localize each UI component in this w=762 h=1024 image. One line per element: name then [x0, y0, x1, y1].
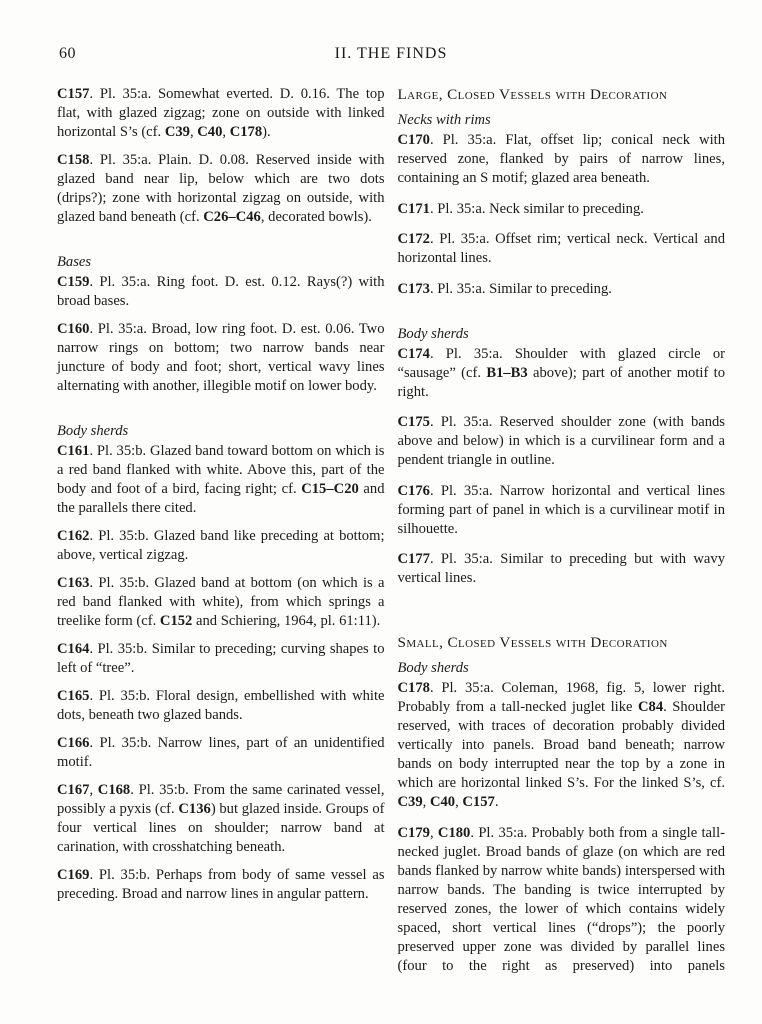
catalog-entry: C162. Pl. 35:b. Glazed band like preceding at bottom; above, vertical zigzag.: [57, 528, 385, 563]
catalog-entry: C167, C168. Pl. 35:b. From the same carinated vessel, possibly a pyxis (cf. C136) but glazed inside. Groups of four vertical lines on shoulder; narrow band at carination, with crosshatching beneath.: [57, 782, 385, 855]
catalog-ref: C136: [178, 801, 211, 817]
catalog-ref: C172: [397, 231, 430, 247]
catalog-entry: C163. Pl. 35:b. Glazed band at bottom (on which is a red band flanked with white), from which springs a treelike form (cf. C152 and Schiering, 1964, pl. 61:11).: [57, 575, 385, 629]
catalog-entry: C161. Pl. 35:b. Glazed band toward bottom on which is a red band flanked with white. Above this, part of the body and foot of a bird, facing right; cf. C15–C20 and the parallels there cited.: [57, 443, 385, 516]
right-column: [398, 85, 726, 987]
catalog-ref: C164: [57, 641, 90, 657]
catalog-entry: C160. Pl. 35:a. Broad, low ring foot. D. est. 0.06. Two narrow rings on bottom; two narrow bands near juncture of body and foot; short, vertical wavy lines alternating with another, illegible motif on lower body.: [57, 321, 385, 394]
catalog-ref: C161: [57, 443, 90, 459]
catalog-entry: C159. Pl. 35:a. Ring foot. D. est. 0.12. Rays(?) with broad bases.: [57, 274, 385, 309]
catalog-entry: C170. Pl. 35:a. Flat, offset lip; conical neck with reserved zone, flanked by pairs of narrow lines, containing an S motif; glazed area beneath.: [397, 132, 725, 186]
catalog-entry: C164. Pl. 35:b. Similar to preceding; curving shapes to left of “tree”.: [57, 641, 385, 676]
catalog-ref: C158: [57, 152, 90, 168]
catalog-ref: C170: [397, 132, 430, 148]
left-column: [57, 85, 385, 987]
catalog-entry: C175. Pl. 35:a. Reserved shoulder zone (with bands above and below) in which is a curvilinear form and a pendent triangle in outline.: [397, 414, 725, 468]
catalog-ref: C173: [397, 280, 430, 297]
catalog-ref: C169: [57, 867, 90, 883]
running-title: II. THE FINDS: [334, 45, 448, 62]
catalog-ref: C39: [397, 794, 423, 810]
catalog-ref: C178: [397, 680, 430, 696]
catalog-ref: C180: [437, 824, 471, 841]
catalog-ref: B1–B3: [486, 364, 528, 381]
catalog-entry: C176. Pl. 35:a. Narrow horizontal and vertical lines forming part of panel in which is a curvilinear motif in silhouette.: [397, 482, 725, 537]
subsection-heading: Body sherds: [397, 660, 469, 676]
catalog-ref: C168: [97, 782, 131, 798]
catalog-ref: C160: [57, 321, 90, 337]
catalog-ref: C15–C20: [301, 481, 359, 497]
catalog-ref: C166: [57, 735, 90, 751]
catalog-entry: C169. Pl. 35:b. Perhaps from body of same vessel as preceding. Broad and narrow lines in angular pattern.: [57, 867, 385, 902]
catalog-ref: C177: [397, 551, 430, 567]
catalog-entry: C158. Pl. 35:a. Plain. D. 0.08. Reserved inside with glazed band near lip, below which are two dots (drips?); zone with horizontal zigzag on outside, with glazed band beneath (cf. C26–C46, decorated bowls).: [57, 152, 385, 225]
catalog-ref: C40: [429, 794, 456, 810]
catalog-ref: C157: [57, 86, 90, 102]
catalog-ref: C39: [164, 124, 190, 140]
catalog-ref: C178: [229, 124, 263, 140]
subsection-heading: Necks with rims: [397, 112, 491, 128]
subsection-heading: Body sherds: [397, 325, 469, 342]
section-heading: Large, Closed Vessels with Decoration: [397, 86, 668, 103]
catalog-ref: C179: [397, 824, 430, 841]
catalog-ref: C165: [57, 688, 90, 704]
catalog-ref: C171: [397, 200, 430, 217]
catalog-entry: C165. Pl. 35:b. Floral design, embellished with white dots, beneath two glazed bands.: [57, 688, 385, 723]
section-heading: Small, Closed Vessels with Decoration: [397, 634, 668, 651]
text-columns: [57, 85, 725, 987]
catalog-ref: C163: [57, 575, 90, 591]
catalog-ref: C159: [57, 274, 90, 290]
catalog-entry: C174. Pl. 35:a. Shoulder with glazed circle or “sausage” (cf. B1–B3 above); part of another motif to right.: [397, 345, 725, 400]
catalog-entry: C179, C180. Pl. 35:a. Probably both from a single tall-necked juglet. Broad bands of glaze (on which are red bands flanked by narrow white bands) interspersed with narrow bands. The banding is twice interrupted by reserved zones, the lower of which contains widely spaced, short vertical lines (“drops”); the poorly preserved upper zone was divided by parallel lines (four to the right as preserved) into panels: [397, 824, 725, 974]
catalog-ref: C84: [638, 699, 664, 715]
catalog-ref: C167: [57, 782, 90, 798]
catalog-ref: C26–C46: [203, 209, 261, 225]
catalog-ref: C157: [462, 794, 495, 810]
catalog-ref: C40: [197, 124, 223, 140]
catalog-ref: C152: [159, 613, 193, 629]
catalog-entry: C177. Pl. 35:a. Similar to preceding but with wavy vertical lines.: [397, 551, 725, 586]
catalog-entry: C173. Pl. 35:a. Similar to preceding.: [397, 280, 612, 297]
catalog-ref: C162: [57, 528, 90, 544]
catalog-ref: C174: [397, 345, 430, 362]
catalog-entry: C157. Pl. 35:a. Somewhat everted. D. 0.16. The top flat, with glazed zigzag; zone on outside with linked horizontal S’s (cf. C39, C40, C178).: [57, 86, 385, 140]
subsection-heading: Bases: [57, 254, 92, 270]
subsection-heading: Body sherds: [57, 423, 129, 439]
catalog-ref: C176: [397, 482, 430, 499]
catalog-entry: C172. Pl. 35:a. Offset rim; vertical neck. Vertical and horizontal lines.: [397, 231, 725, 266]
catalog-ref: C175: [397, 414, 430, 430]
page-header: [57, 45, 725, 65]
catalog-entry: C178. Pl. 35:a. Coleman, 1968, fig. 5, lower right. Probably from a tall-necked juglet like C84. Shoulder reserved, with traces of decoration probably divided vertically into panels. Broad band beneath; narrow bands on body interrupted near the top by a zone in which are horizontal linked S’s. For the linked S’s, cf. C39, C40, C157.: [397, 680, 726, 810]
catalog-entry: C166. Pl. 35:b. Narrow lines, part of an unidentified motif.: [57, 735, 385, 770]
page-number: 60: [59, 45, 76, 62]
catalog-entry: C171. Pl. 35:a. Neck similar to preceding.: [397, 200, 644, 217]
